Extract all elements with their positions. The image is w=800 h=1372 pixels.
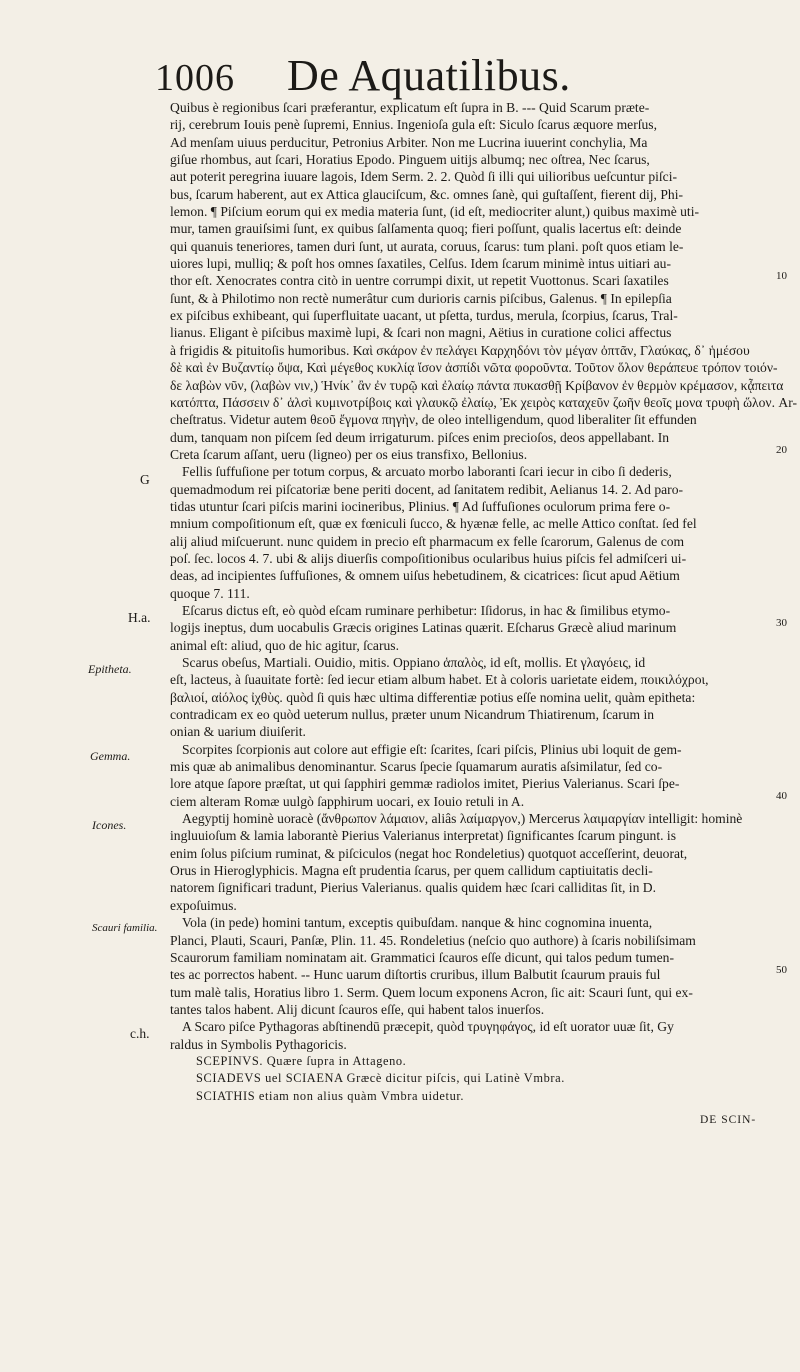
- text-line: Creta ſcarum aſſant, ueru (ligneo) per os eius transfixo, Bellonius.: [170, 446, 528, 462]
- page-number: 1006: [155, 57, 235, 99]
- text-line: enim ſolus piſcium ruminat, & piſciculos (negat hoc Rondeletius) quotquot acceſſerint, deuorat,: [170, 845, 688, 861]
- line-number: 10: [776, 270, 787, 282]
- text-line: giſue rhombus, aut ſcari, Horatius Epodo. Pinguem uitijs albumq; nec oſtrea, Nec ſcarus,: [170, 152, 650, 168]
- text-line: Aegyptij hominè uoracè (ἄνθρωπον λάμαιον, aliâs λαίμαργον,) Mercerus λαιμαργίαν intelligit: hominè: [182, 811, 743, 827]
- text-line: βαλιοί, αἰόλος ἰχθὺς. quòd ſi quis hæc ultima differentiæ potius eſſe nomina uelit, quàm epitheta:: [170, 689, 696, 705]
- text-line: Eſcarus dictus eſt, eò quòd eſcam ruminare perhibetur: Iſidorus, in hac & ſimilibus etymo-: [182, 602, 671, 618]
- line-number: 50: [776, 964, 787, 976]
- text-line: tidas utuntur ſcari piſcis marini iocineribus, Plinius. ¶ Ad ſuffuſiones oculorum prima fere o-: [170, 498, 671, 514]
- text-line: natorem ſignificari tradunt, Pierius Valerianus. qualis quidem hæc ſcari calliditas ſit, in D.: [170, 880, 656, 896]
- text-line: à frigidis & pituitoſis humoribus. Καὶ σκάρον ἐν πελάγει Καρχηδόνι τὸν μέγαν ὀπτᾶν, Γλαύκας, δ᾽ ἡμέσου: [170, 342, 750, 358]
- text-line: Scaurorum familiam nominatam ait. Grammatici ſcauros eſſe dicunt, qui talos pedum tumen-: [170, 949, 674, 965]
- text-line: lore atque ſapore præſtat, ut qui ſapphiri gemmæ radiolos imitet, Pierius Valerianus. Scari ſpe-: [170, 776, 680, 792]
- text-line: ex piſcibus exhibeant, qui ſuperfluitate uacant, ut pſetta, turdus, merula, ſcorpius, ſcarus, Tral-: [170, 308, 678, 324]
- text-line: κατόπτα, Πάσσειν δ᾽ ἁλσὶ κυμινοτρίβοις καὶ γλαυκῷ ἐλαίῳ, Ἐκ χειρὸς καταχεῦν ζωῆν θεοῖς μονα τρυφὴ ὥλον. Ar-: [170, 394, 797, 410]
- text-line: Scorpites ſcorpionis aut colore aut effigie eſt: ſcarites, ſcari piſcis, Plinius ubi loquit de gem-: [182, 741, 682, 757]
- text-line: cheſtratus. Videtur autem θεοῦ ἔγμονα πηγὴν, de oleo intelligendum, quod liberaliter ſit effunden: [170, 412, 697, 428]
- text-line: rij, cerebrum Iouis penè ſupremi, Ennius. Ingenioſa gula eſt: Siculo ſcarus æquore merſus,: [170, 117, 657, 133]
- margin-letter: c.h.: [130, 1026, 150, 1041]
- text-line: aut poterit peregrina iuuare lagois, Idem Serm. 2. 2. Quòd ſi illi qui uilioribus ueſcuntur piſci-: [170, 169, 678, 185]
- text-line: Quibus è regionibus ſcari præferantur, explicatum eſt ſupra in B. --- Quid Scarum præte-: [170, 100, 650, 115]
- text-line: mis quæ ab animalibus denominantur. Scarus ſpecie ſquamarum auratis aſsimilatur, ſed co-: [170, 759, 663, 775]
- margin-note: Scauri familia.: [92, 922, 158, 934]
- text-line: alij aliud miſcuerunt. nunc quidem in precio eſt pharmacum ex felle ſcarorum, Galenus de com: [170, 533, 685, 549]
- text-line: δε λαβὼν νῦν, (λαβὼν νιν,) Ἡνίκ᾽ ἂν ἐν τυρῷ καὶ ἐλαίῳ πάντα πυκασθῇ Κρίβανον ἐν θερμὸν κρέμασον, κᾆπειτα: [170, 377, 784, 393]
- text-line: qui quanuis teneriores, tamen duri ſunt, ut aurata, coruus, ſcarus: tum plani. poſt quos etiam le-: [170, 238, 684, 254]
- margin-note: Gemma.: [90, 749, 131, 763]
- text-line: mnium compoſitionum eſt, quæ ex fœniculi ſucco, & hyænæ felle, ac melle Attico conſtat. ſed fel: [170, 516, 697, 532]
- text-line: animal eſt: aliud, quo de hic agitur, ſcarus.: [170, 637, 399, 653]
- text-line: Orus in Hieroglyphicis. Magna eſt prudentia ſcarus, per quem callidum captiuitatis decli-: [170, 863, 653, 879]
- catchword: DE SCIN-: [700, 1114, 757, 1126]
- text-line: δὲ καὶ ἐν Βυζαντίῳ ὄψα, Καὶ μέγεθος κυκλίᾳ ἴσον ἀσπίδι νῶτα φοροῦντα. Τοῦτον ὅλον θεράπευε τρόπον τοιόν-: [170, 360, 778, 376]
- line-number: 20: [776, 444, 787, 456]
- text-line: tes ac porrectos habent. -- Hunc uarum diſtortis cruribus, illum Balbutit ſcaurum prauis ful: [170, 967, 661, 983]
- margin-letter: H.a.: [128, 610, 151, 625]
- page-header: [155, 50, 571, 101]
- text-line: ſunt, & à Philotimo non rectè numerâtur cum durioris carnis piſcibus, Galenus. ¶ In epilepſia: [170, 290, 672, 306]
- text-line: mur, tamen grauiſsimi ſunt, ex quibus ſalſamenta quoq; fieri poſſunt, qualis lacertus eſt: deinde: [170, 221, 682, 237]
- text-line: quemadmodum rei piſcatoriæ bene periti docent, ad ſanitatem redibit, Aelianus 14. 2. Ad paro-: [170, 481, 684, 497]
- text-line: tantes talos habent. Alij dicunt ſcauros eſſe, qui habent talos inuerſos.: [170, 1001, 545, 1017]
- text-line: raldus in Symbolis Pythagoricis.: [170, 1036, 347, 1052]
- text-line: deas, ad incipientes ſuffuſiones, & omnem uiſus hebetudinem, & cicatrices: ſicut apud Aëtium: [170, 568, 680, 584]
- line-number: 40: [776, 790, 787, 802]
- running-title: De Aquatilibus.: [287, 51, 571, 100]
- text-line: lemon. ¶ Piſcium eorum qui ex media materia ſunt, (id eſt, mediocriter alunt,) quibus maximè uti-: [170, 204, 700, 220]
- text-line: SCEPINVS. Quære ſupra in Attageno.: [196, 1053, 407, 1068]
- margin-note: Epitheta.: [88, 662, 132, 676]
- text-line: eſt, lacteus, à ſuauitate fortè: ſed iecur etiam album habet. Et à coloris uarietate eidem, ποικιλόχροι,: [170, 672, 709, 688]
- text-line: Ad menſam uiuus perducitur, Petronius Arbiter. Non me Lucrina iuuerint conchylia, Ma: [170, 134, 648, 150]
- text-line: thor eſt. Xenocrates contra citò in uentre corrumpi dixit, ut repetit Vuottonus. Scari ſaxatiles: [170, 273, 669, 289]
- text-line: dum, tanquam non piſcem ſed deum irrigaturum. piſces enim precioſos, deos appellabant. In: [170, 429, 670, 445]
- text-line: poſ. ſec. locos 4. 7. ubi & alijs diuerſis compoſitionibus ocularibus huius piſcis fel admiſceri ui-: [170, 550, 687, 566]
- text-line: SCIATHIS etiam non alius quàm Vmbra uidetur.: [196, 1088, 465, 1103]
- margin-letter: G: [140, 472, 150, 487]
- text-line: Vola (in pede) homini tantum, exceptis quibuſdam. nanque & hinc cognomina inuenta,: [182, 915, 653, 931]
- text-line: bus, ſcarum haberent, aut ex Attica glauciſcum, &c. omnes ſanè, qui guſtaſſent, fierent dij, Phi-: [170, 186, 684, 202]
- text-line: ciem alteram Romæ uulgò ſapphirum uocari, ex Iouio retuli in A.: [170, 793, 525, 809]
- text-line: lianus. Eligant è piſcibus maximè lupi, & ſcari non magni, Aëtius in curatione colici affectus: [170, 325, 672, 341]
- text-line: uiores lupi, mulliq; & poſt hos omnes ſaxatiles, Celſus. Idem ſcarum minimè intus uitiari au-: [170, 256, 672, 272]
- margin-note: Icones.: [92, 818, 127, 832]
- text-line: quoque 7. 111.: [170, 585, 250, 601]
- line-number: 30: [776, 617, 787, 629]
- text-line: ingluuioſum & lamia laborantè Pierius Valerianus interpretat) ſignificantes ſcarum pingunt. is: [170, 828, 676, 844]
- text-line: Scarus obeſus, Martiali. Ouidio, mitis. Oppiano ἁπαλὸς, id eſt, mollis. Et γλαγόεις, id: [182, 655, 646, 670]
- text-line: expoſuimus.: [170, 897, 237, 913]
- text-line: A Scaro piſce Pythagoras abſtinendū præcepit, quòd τρυγηφάγος, id eſt uorator uuæ ſit, Gy: [182, 1019, 674, 1035]
- text-line: contradicam ex eo quòd ueterum nullus, præter unum Nicandrum Thiatirenum, ſcarum in: [170, 707, 655, 723]
- text-line: SCIADEVS uel SCIAENA Græcè dicitur piſcis, qui Latinè Vmbra.: [196, 1071, 565, 1086]
- text-line: onian & uarium diuiſerit.: [170, 724, 306, 740]
- text-line: logijs ineptus, dum uocabulis Græcis origines Latinas quærit. Eſcharus Græcè aliud marinum: [170, 620, 677, 636]
- text-line: Fellis ſuffuſione per totum corpus, & arcuato morbo laboranti ſcari iecur in cibo ſi dederis,: [182, 464, 672, 480]
- text-line: Planci, Plauti, Scauri, Panſæ, Plin. 11. 45. Rondeletius (neſcio quo authore) à ſcaris nobiliſsimam: [170, 932, 696, 948]
- text-line: tum malè talis, Horatius libro 1. Serm. Quem locum exponens Acron, ſic ait: Scauri ſunt, qui ex-: [170, 984, 693, 1000]
